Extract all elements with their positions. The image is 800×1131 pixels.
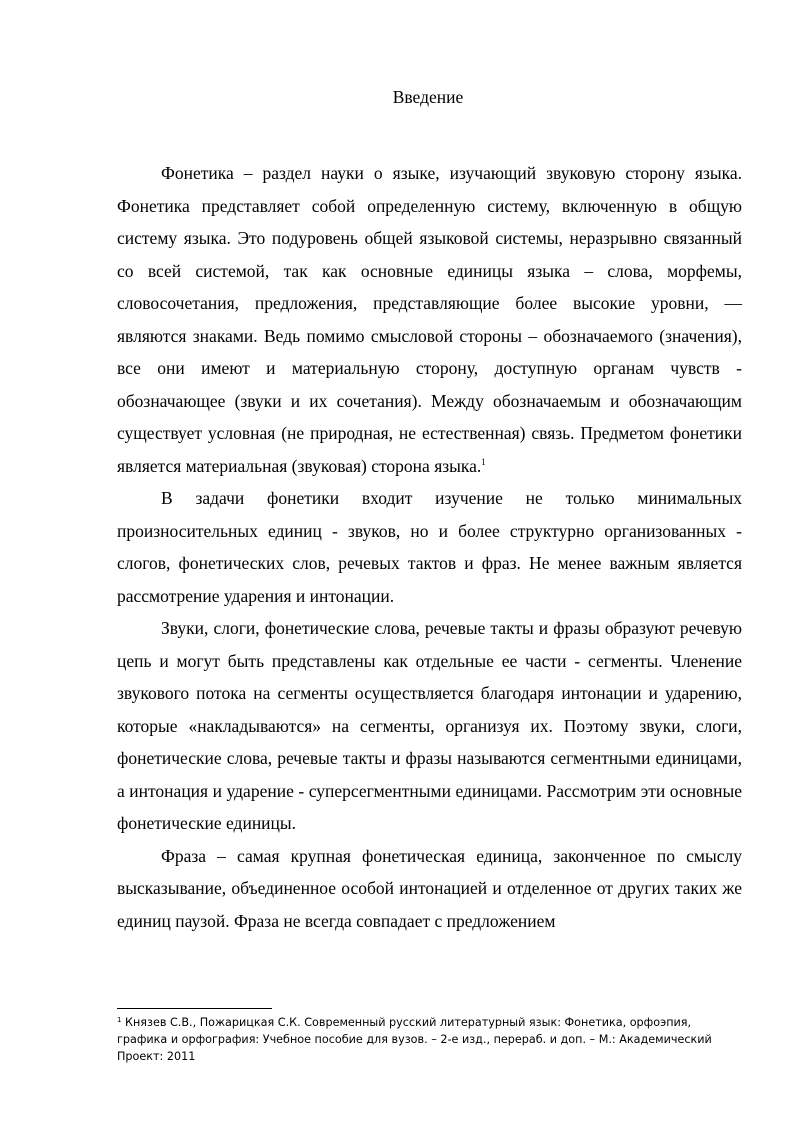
paragraph-4: Фраза – самая крупная фонетическая единица, законченное по смыслу высказывание, объединенное особой интонацией и отделенное от других таких же единиц паузой. Фраза не всегда совпадает с предложением: [117, 845, 742, 931]
paragraph-text: Фонетика – раздел науки о языке, изучающий звуковую сторону языка. Фонетика представляет собой определенную систему, включенную в общую систему языка. Это подуровень общей языковой системы, неразрывно связанный со всей системой, так как основные единицы языка – слова, морфемы, словосочетания, предложения, представляющие более высокие уровни, — являются знаками. Ведь помимо смысловой стороны – обозначаемого (значения), все они имеют и материальную сторону, доступную органам чувств - обозначающее (звуки и их сочетания). Между обозначаемым и обозначающим существует условная (не природная, не естественная) связь. Предметом фонетики является материальная (звуковая) сторона языка.: [117, 163, 742, 476]
main-text: [117, 157, 742, 937]
footnote: [117, 1014, 742, 1065]
footnote-number: 1: [117, 1016, 122, 1024]
paragraph-3: Звуки, слоги, фонетические слова, речевые такты и фразы образуют речевую цепь и могут быть представлены как отдельные ее части - сегменты. Членение звукового потока на сегменты осуществляется благодаря интонации и ударению, которые «накладываются» на сегменты, организуя их. Поэтому звуки, слоги, фонетические слова, речевые такты и фразы называются сегментными единицами, а интонация и ударение - суперсегментными единицами. Рассмотрим эти основные фонетические единицы.: [117, 618, 742, 833]
footnote-separator: [117, 1008, 272, 1009]
paragraph-1: [117, 157, 742, 482]
footnote-reference[interactable]: 1: [481, 456, 486, 467]
paragraph-2: В задачи фонетики входит изучение не только минимальных произносительных единиц - звуков, но и более структурно организованных - слогов, фонетических слов, речевых тактов и фраз. Не менее важным является рассмотрение ударения и интонации.: [117, 488, 742, 606]
footnote-text: Князев С.В., Пожарицкая С.К. Современный русский литературный язык: Фонетика, орфоэпия, графика и орфография: Учебное пособие для вузов. – 2-е изд., перераб. и доп. – М.: Академический Проект: 2011: [117, 1016, 712, 1063]
page-title: Введение: [392, 87, 464, 107]
